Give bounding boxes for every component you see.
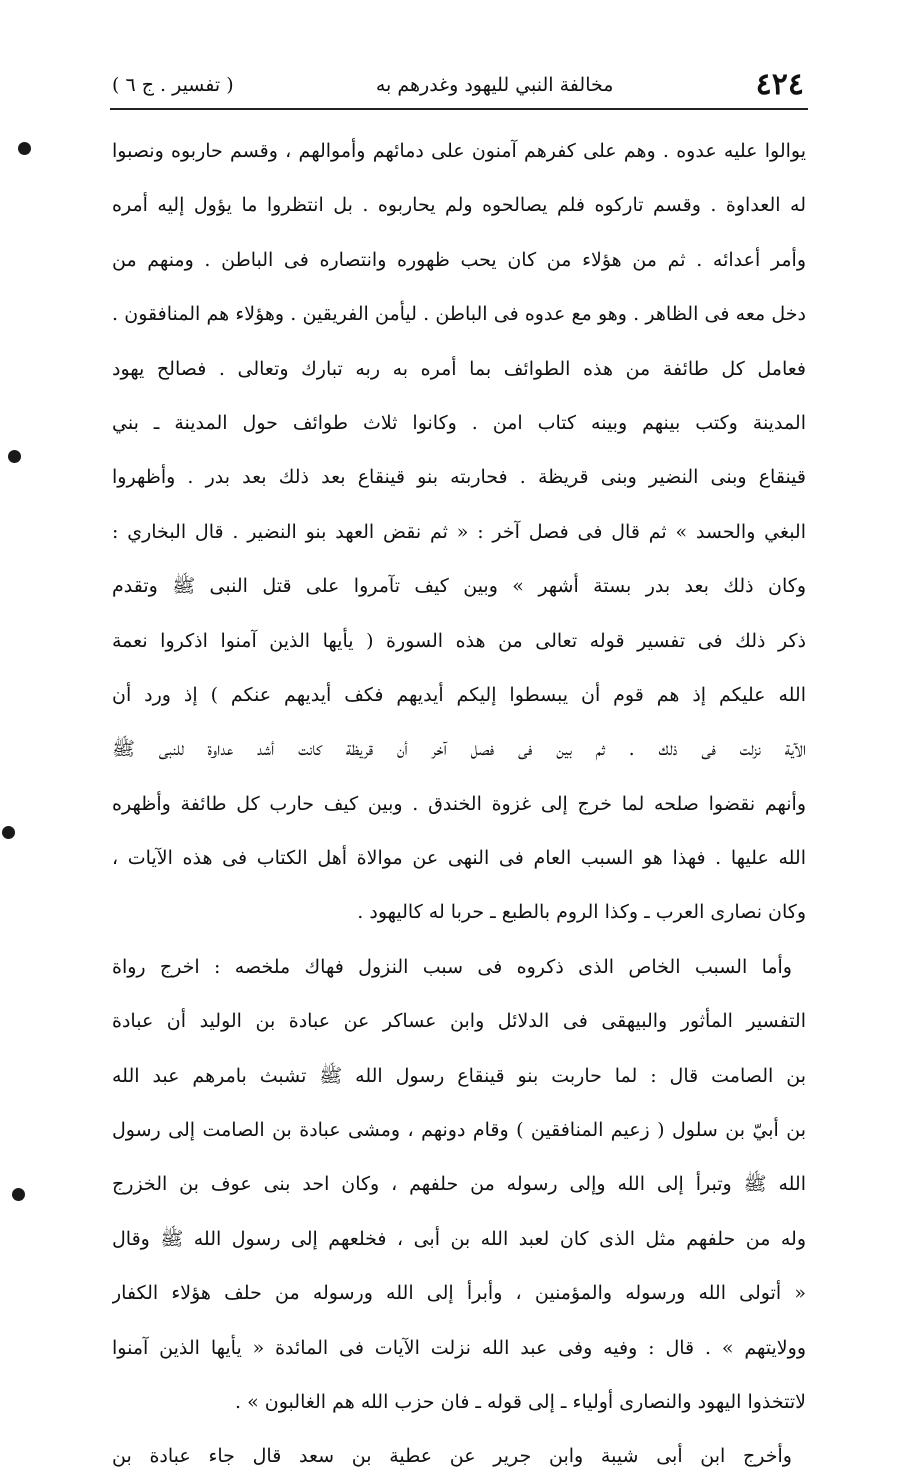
- page-number: ٤٢٤: [755, 67, 804, 102]
- text-line: الآية نزلت فى ذلك . ثم بين فى فصل آخر أن قريظة كانت أشد عداوة للنبى ﷺ: [112, 738, 806, 761]
- running-title: مخالفة النبي لليهود وغدرهم به: [375, 74, 614, 96]
- text-line: المدينة وكتب بينهم وبينه كتاب امن . وكانوا ثلاث طوائف حول المدينة ـ بني: [112, 411, 806, 434]
- page-header: [112, 62, 804, 108]
- text-line: له العداوة . وقسم تاركوه فلم يصالحوه ولم يحاربوه . بل انتظروا ما يؤول إليه أمره: [112, 194, 806, 217]
- text-line: وأخرج ابن أبى شيبة وابن جرير عن عطية بن سعد قال جاء عبادة بن: [112, 1445, 792, 1468]
- text-line: دخل معه فى الظاهر . وهو مع عدوه فى الباطن . ليأمن الفريقين . وهؤلاء هم المنافقون .: [112, 303, 806, 326]
- text-line: فعامل كل طائفة من هذه الطوائف بما أمره به ربه تبارك وتعالى . فصالح يهود: [112, 357, 806, 380]
- text-line: وأمر أعدائه . ثم من هؤلاء من كان يحب ظهوره وانتصاره فى الباطن . ومنهم من: [112, 248, 806, 271]
- text-line: يوالوا عليه عدوه . وهم على كفرهم آمنون على دمائهم وأموالهم ، وقسم حاربوه ونصبوا: [112, 140, 806, 162]
- text-line: وكان نصارى العرب ـ وكذا الروم بالطبع ـ حربا له كاليهود .: [357, 901, 806, 924]
- text-line: وله من حلفهم مثل الذى كان لعبد الله بن أبى ، فخلعهم إلى رسول الله ﷺ وقال: [112, 1227, 806, 1250]
- text-line: الله ﷺ وتبرأ إلى الله وإلى رسوله من حلفهم ، وكان احد بنى عوف بن الخزرج: [112, 1173, 806, 1196]
- text-line: بن الصامت قال : لما حاربت بنو قينقاع رسول الله ﷺ تشبث بامرهم عبد الله: [112, 1064, 806, 1087]
- text-line: قينقاع وبنى النضير وبنى قريظة . فحاربته بنو قينقاع بعد ذلك بعد بدر . وأظهروا: [112, 466, 806, 489]
- binding-hole-mark: [12, 1188, 25, 1201]
- book-reference: ( تفسير . ج ٦ ): [112, 74, 234, 96]
- binding-hole-mark: [18, 142, 31, 155]
- text-line: ذكر ذلك فى تفسير قوله تعالى من هذه السورة ( يأيها الذين آمنوا اذكروا نعمة: [112, 629, 806, 652]
- text-line: وكان ذلك بعد بدر بستة أشهر » وبين كيف تآمروا على قتل النبى ﷺ وتقدم: [112, 575, 806, 598]
- text-line: البغي والحسد » ثم قال فى فصل آخر : « ثم نقض العهد بنو النضير . قال البخاري :: [112, 520, 806, 543]
- text-line: التفسير المأثور والبيهقى فى الدلائل وابن عساكر عن عبادة بن الوليد أن عبادة: [112, 1010, 806, 1033]
- binding-hole-mark: [8, 450, 21, 463]
- text-line: « أتولى الله ورسوله والمؤمنين ، وأبرأ إلى الله ورسوله من حلف هؤلاء الكفار: [112, 1282, 806, 1305]
- text-line: الله عليكم إذ هم قوم أن يبسطوا إليكم أيديهم فكف أيديهم عنكم ) إذ ورد أن: [112, 683, 806, 706]
- binding-hole-mark: [2, 826, 15, 839]
- body-text: [112, 124, 806, 1484]
- text-line: وأما السبب الخاص الذى ذكروه فى سبب النزول فهاك ملخصه : اخرج رواة: [112, 955, 792, 978]
- text-line: بن أبيّ بن سلول ( زعيم المنافقين ) وقام دونهم ، ومشى عبادة بن الصامت إلى رسول: [112, 1119, 806, 1142]
- header-divider: [110, 108, 808, 110]
- text-line: وأنهم نقضوا صلحه لما خرج إلى غزوة الخندق . وبين كيف حارب كل طائفة وأظهره: [112, 792, 806, 815]
- text-line: وولايتهم » . قال : وفيه وفى عبد الله نزلت الآيات فى المائدة « يأيها الذين آمنوا: [112, 1336, 806, 1359]
- text-line: لاتتخذوا اليهود والنصارى أولياء ـ إلى قوله ـ فان حزب الله هم الغالبون » .: [235, 1390, 806, 1413]
- text-line: الله عليها . فهذا هو السبب العام فى النهى عن موالاة أهل الكتاب فى هذه الآيات ،: [112, 847, 806, 870]
